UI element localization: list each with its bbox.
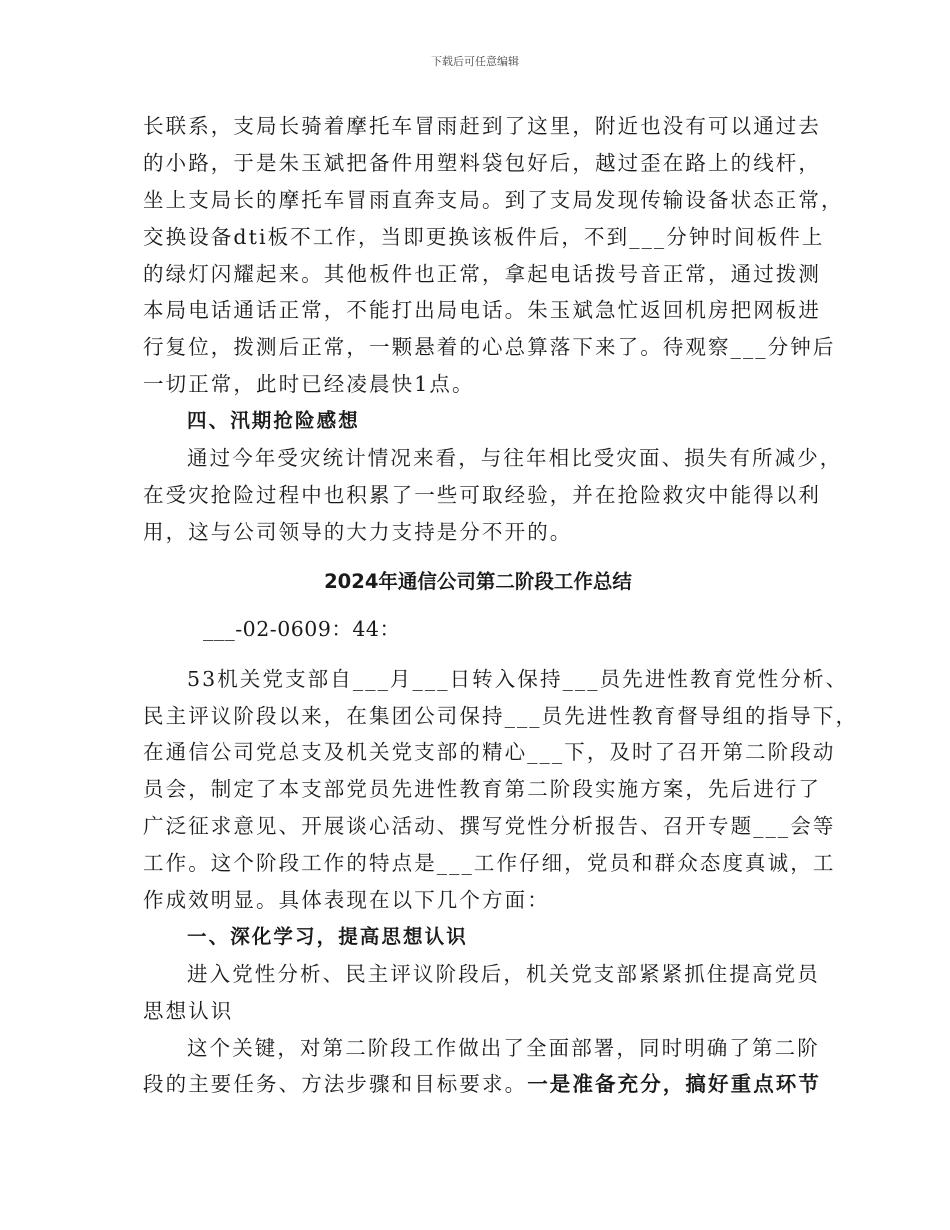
text-line: 行复位，拨测后正常，一颗悬着的心总算落下来了。待观察___分钟后 (143, 335, 836, 360)
paragraph-flood-repair (143, 108, 844, 403)
text-segment: 段的主要任务、方法步骤和目标要求。 (143, 1072, 528, 1097)
text-line: 民主评议阶段以来，在集团公司保持___员先进性教育督导组的指导下， (143, 703, 859, 728)
text-line: 长联系，支局长骑着摩托车冒雨赶到了这里，附近也没有可以通过去 (143, 114, 821, 138)
text-line: 坐上支局长的摩托车冒雨直奔支局。到了支局发现传输设备状态正常， (143, 187, 844, 212)
paragraph-intro (143, 661, 859, 919)
text-line: 本局电话通话正常，不能打出局电话。朱玉斌急忙返回机房把网板进 (143, 298, 821, 323)
text-line: 进入党性分析、民主评议阶段后，机关党支部紧紧抓住提高党员 (187, 961, 820, 986)
section-heading-1: 一、深化学习，提高思想认识 (187, 924, 468, 948)
text-line-mixed (143, 1066, 822, 1103)
document-body (143, 108, 859, 1103)
section-heading-4: 四、汛期抢险感想 (187, 409, 360, 433)
bold-text-segment: 一是准备充分，搞好重点环节 (527, 1072, 822, 1097)
text-line: 的小路，于是朱玉斌把备件用塑料袋包好后，越过歪在路上的线杆， (143, 150, 821, 175)
text-line: 一切正常，此时已经凌晨快1点。 (143, 372, 475, 397)
paragraph-study (143, 956, 820, 1030)
date-line: ___-02-0609：44： (203, 616, 401, 641)
document-title: 2024年通信公司第二阶段工作总结 (324, 569, 632, 593)
page-header: 下载后可任意编辑 (431, 55, 519, 68)
text-line: 在通信公司党总支及机关党支部的精心___下，及时了召开第二阶段动 (143, 740, 836, 765)
paragraph-key-work (143, 1030, 822, 1104)
text-line: 53机关党支部自___月___日转入保持___员先进性教育党性分析、 (187, 666, 849, 691)
text-line: 通过今年受灾统计情况来看，与往年相比受灾面、损失有所减少， (187, 446, 843, 471)
text-line: 广泛征求意见、开展谈心活动、撰写党性分析报告、召开专题___会等 (143, 814, 836, 839)
paragraph-reflections (143, 440, 843, 551)
text-line: 作成效明显。具体表现在以下几个方面： (143, 888, 550, 913)
text-line: 这个关键，对第二阶段工作做出了全面部署，同时明确了第二阶 (187, 1035, 820, 1060)
text-line: 思想认识 (143, 998, 234, 1023)
text-line: 的绿灯闪耀起来。其他板件也正常，拿起电话拨号音正常，通过拨测 (143, 261, 821, 286)
text-line: 在受灾抢险过程中也积累了一些可取经验，并在抢险救灾中能得以利 (143, 482, 821, 507)
text-line: 用，这与公司领导的大力支持是分不开的。 (143, 519, 573, 544)
text-line: 工作。这个阶段工作的特点是___工作仔细，党员和群众态度真诚，工 (143, 851, 836, 876)
text-line: 交换设备dti板不工作，当即更换该板件后，不到___分钟时间板件上 (143, 224, 825, 249)
text-line: 员会，制定了本支部党员先进性教育第二阶段实施方案，先后进行了 (143, 777, 821, 802)
